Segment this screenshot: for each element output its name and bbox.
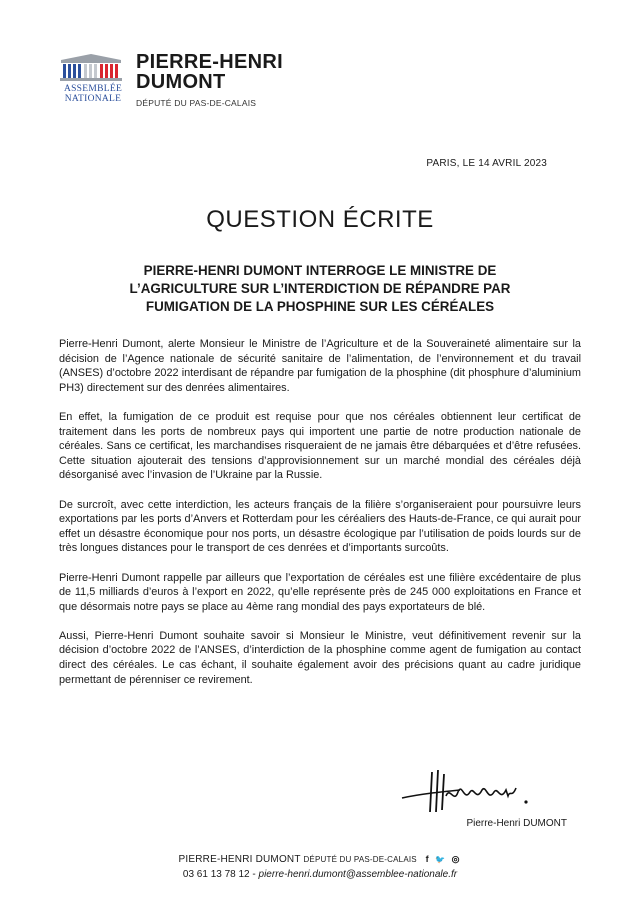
deputy-role: DÉPUTÉ DU PAS-DE-CALAIS: [136, 98, 257, 108]
body-paragraph: De surcroît, avec cette interdiction, les acteurs français de la filière s’organiseraient pour poursuivre leurs exportations par les ports d’Anvers et Rotterdam pour les céréaliers des Hauts-de-France, ce qui aurait pour effet un désastre économique pour nos ports, un désastre écologique par l’utilisation de poids lourds sur de très longues distances pour le transport de ces denrées et d’importants surcoûts.: [59, 498, 581, 555]
signer-name: Pierre-Henri DUMONT: [466, 818, 567, 829]
body-paragraph: Aussi, Pierre-Henri Dumont souhaite savoir si Monsieur le Ministre, veut définitivement revenir sur la décision d’octobre 2022 de l’ANSES, d’interdiction de la phosphine comme agent de fumigation au contact direct des céréales. Le cas échant, il souhaite également avoir des précisions quant au cadre juridique permettant de pérenniser ce revirement.: [59, 629, 581, 686]
headline-line3: FUMIGATION DE LA PHOSPHINE SUR LES CÉRÉALES: [145, 299, 495, 314]
assemblee-emblem-icon: [58, 52, 124, 82]
logo-line1: ASSEMBLÉE: [63, 84, 123, 94]
handwritten-signature: [400, 768, 540, 818]
logo-line2: NATIONALE: [64, 94, 122, 104]
headline: [92, 262, 548, 316]
body-paragraph: En effet, la fumigation de ce produit est requise pour que nos céréales obtiennent leur certificat de traitement dans les ports de nombreux pays qui importent une partie de notre production nationale de céréales. Sans ce certificat, les marchandises risqueraient de ne jamais être débarquées et d’être refusées. Cette situation ajouterait des tensions d’approvisionnement sur un marché mondial des céréales déjà désorganisé avec l’invasion de l’Ukraine par la Russie.: [59, 410, 581, 482]
document-body: [59, 337, 581, 702]
deputy-name: [136, 52, 283, 92]
document-type-title: QUESTION ÉCRITE: [206, 206, 434, 233]
social-links: [424, 852, 462, 867]
footer: [0, 852, 640, 882]
headline-line2: L’AGRICULTURE SUR L’INTERDICTION DE RÉPANDRE PAR: [129, 281, 511, 296]
deputy-name-line2: DUMONT: [136, 71, 226, 93]
body-paragraph: Pierre-Henri Dumont rappelle par ailleurs que l’exportation de céréales est une filière excédentaire de plus de 11,5 milliards d’euros à l’export en 2022, qu’elle représente près de 245 000 exploitations en France et que désormais notre pays se place au 4ème rang mondial des pays exportateurs de blé.: [59, 571, 581, 613]
instagram-icon[interactable]: ◎: [451, 854, 460, 864]
headline-line1: PIERRE-HENRI DUMONT INTERROGE LE MINISTRE DE: [143, 263, 497, 278]
footer-role: DÉPUTÉ DU PAS-DE-CALAIS: [303, 855, 417, 864]
body-paragraph: Pierre-Henri Dumont, alerte Monsieur le Ministre de l’Agriculture et de la Souveraineté alimentaire sur la décision de l’Agence nationale de sécurité sanitaire de l’alimentation, de l’environnement et du travail (ANSES) d’octobre 2022 interdisant de répandre par fumigation de la phosphine (dit phosphure d’aluminium PH3) directement sur des denrées alimentaires.: [59, 338, 581, 394]
facebook-icon[interactable]: f: [425, 854, 429, 864]
footer-phone: 03 61 13 78 12: [182, 869, 250, 880]
footer-email[interactable]: pierre-henri.dumont@assemblee-nationale.fr: [258, 869, 458, 880]
deputy-name-line1: PIERRE-HENRI: [136, 51, 283, 73]
footer-contact: [0, 867, 640, 882]
footer-separator: -: [249, 869, 259, 880]
footer-name: PIERRE-HENRI DUMONT: [178, 854, 301, 865]
logo-wordmark: [58, 84, 128, 104]
twitter-icon[interactable]: 🐦: [435, 855, 446, 864]
document-date: PARIS, LE 14 AVRIL 2023: [426, 158, 547, 169]
